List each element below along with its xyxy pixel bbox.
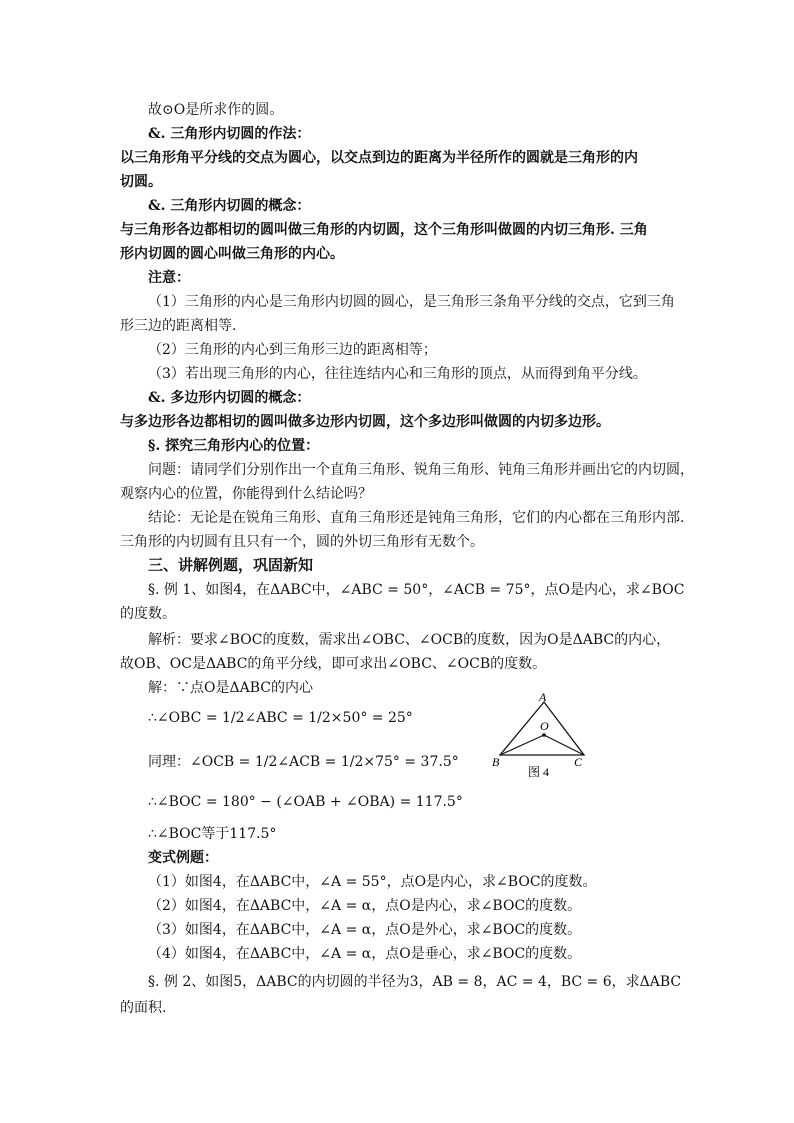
segment-ob [500, 735, 544, 755]
example-1-line: 的度数。 [120, 606, 176, 622]
conclusion-text: 结论：无论是在锐角三角形、直角三角形还是钝角三角形，它们的内心都在三角形内部. [148, 510, 685, 526]
variation-item: （2）如图4，在ΔABC中，∠A = α，点O是内心，求∠BOC的度数。 [148, 898, 582, 914]
section-heading: §. 探究三角形内心的位置： [148, 438, 320, 454]
note-heading: 注意： [148, 270, 190, 286]
solution-line: ∴∠OBC = 1/2∠ABC = 1/2×50° = 25° [148, 710, 413, 726]
analysis-line: 故OB、OC是ΔABC的角平分线，即可求出∠OBC、∠OCB的度数。 [120, 656, 547, 672]
triangle-figure [488, 688, 598, 780]
incenter-label: O [540, 719, 549, 733]
variation-item: （1）如图4，在ΔABC中，∠A = 55°，点O是内心，求∠BOC的度数。 [148, 874, 597, 890]
example-2-line: 的面积. [120, 1000, 167, 1016]
paragraph-line: 以三角形角平分线的交点为圆心，以交点到边的距离为半径所作的圆就是三角形的内 [120, 150, 638, 166]
solution-line: 同理：∠OCB = 1/2∠ACB = 1/2×75° = 37.5° [148, 754, 459, 770]
section-heading: &. 多边形内切圆的概念： [148, 390, 311, 406]
solution-line: 解：∵点O是ΔABC的内心 [148, 680, 313, 696]
paragraph-line: 与三角形各边都相切的圆叫做三角形的内切圆，这个三角形叫做圆的内切三角形. 三角 [120, 222, 648, 238]
figure-caption: 图 4 [528, 765, 550, 779]
question-line: 观察内心的位置，你能得到什么结论吗？ [120, 486, 372, 502]
vertex-label-c: C [574, 755, 583, 769]
vertex-label-b: B [492, 755, 500, 769]
variation-item: （4）如图4，在ΔABC中，∠A = α，点O是垂心，求∠BOC的度数。 [148, 946, 582, 962]
variation-heading: 变式例题： [148, 850, 218, 866]
conclusion-line: 故⊙O是所求作的圆。 [148, 102, 284, 118]
note-item: （3）若出现三角形的内心，往往连结内心和三角形的顶点，从而得到角平分线。 [148, 366, 647, 382]
note-item: （2）三角形的内心到三角形三边的距离相等； [148, 342, 437, 358]
paragraph-line: 与多边形各边都相切的圆叫做多边形内切圆，这个多边形叫做圆的内切多边形。 [120, 414, 610, 430]
solution-line: ∴∠BOC等于117.5° [148, 826, 277, 842]
incenter-point [542, 733, 546, 737]
analysis-line: 解析：要求∠BOC的度数，需求出∠OBC、∠OCB的度数，因为O是ΔABC的内心， [148, 632, 671, 648]
question-line: 问题：请同学们分别作出一个直角三角形、锐角三角形、钝角三角形并画出它的内切圆， [148, 462, 694, 478]
paragraph-line: 形内切圆的圆心叫做三角形的内心。 [120, 246, 344, 262]
solution-line: ∴∠BOC = 180° − (∠OAB + ∠OBA) = 117.5° [148, 794, 463, 810]
paragraph-line: 切圆。 [120, 174, 162, 190]
example-2-line: §. 例 2、如图5，ΔABC的内切圆的半径为3，AB = 8，AC = 4，BC = 6，求ΔABC [148, 974, 682, 990]
vertex-label-a: A [539, 690, 547, 704]
conclusion-text: 三角形的内切圆有且只有一个，圆的外切三角形有无数个。 [120, 534, 484, 550]
example-1-line: §. 例 1、如图4，在ΔABC中，∠ABC = 50°，∠ACB = 75°，点O是内心，求∠BOC [148, 582, 685, 598]
segment-oc [544, 735, 584, 755]
variation-item: （3）如图4，在ΔABC中，∠A = α，点O是外心，求∠BOC的度数。 [148, 922, 582, 938]
part-heading: 三、讲解例题，巩固新知 [148, 556, 314, 574]
section-heading: &. 三角形内切圆的概念： [148, 198, 311, 214]
note-item: （1）三角形的内心是三角形内切圆的圆心，是三角形三条角平分线的交点，它到三角 [148, 294, 675, 310]
note-item: 形三边的距离相等. [120, 318, 237, 334]
section-heading: &. 三角形内切圆的作法： [148, 126, 311, 142]
